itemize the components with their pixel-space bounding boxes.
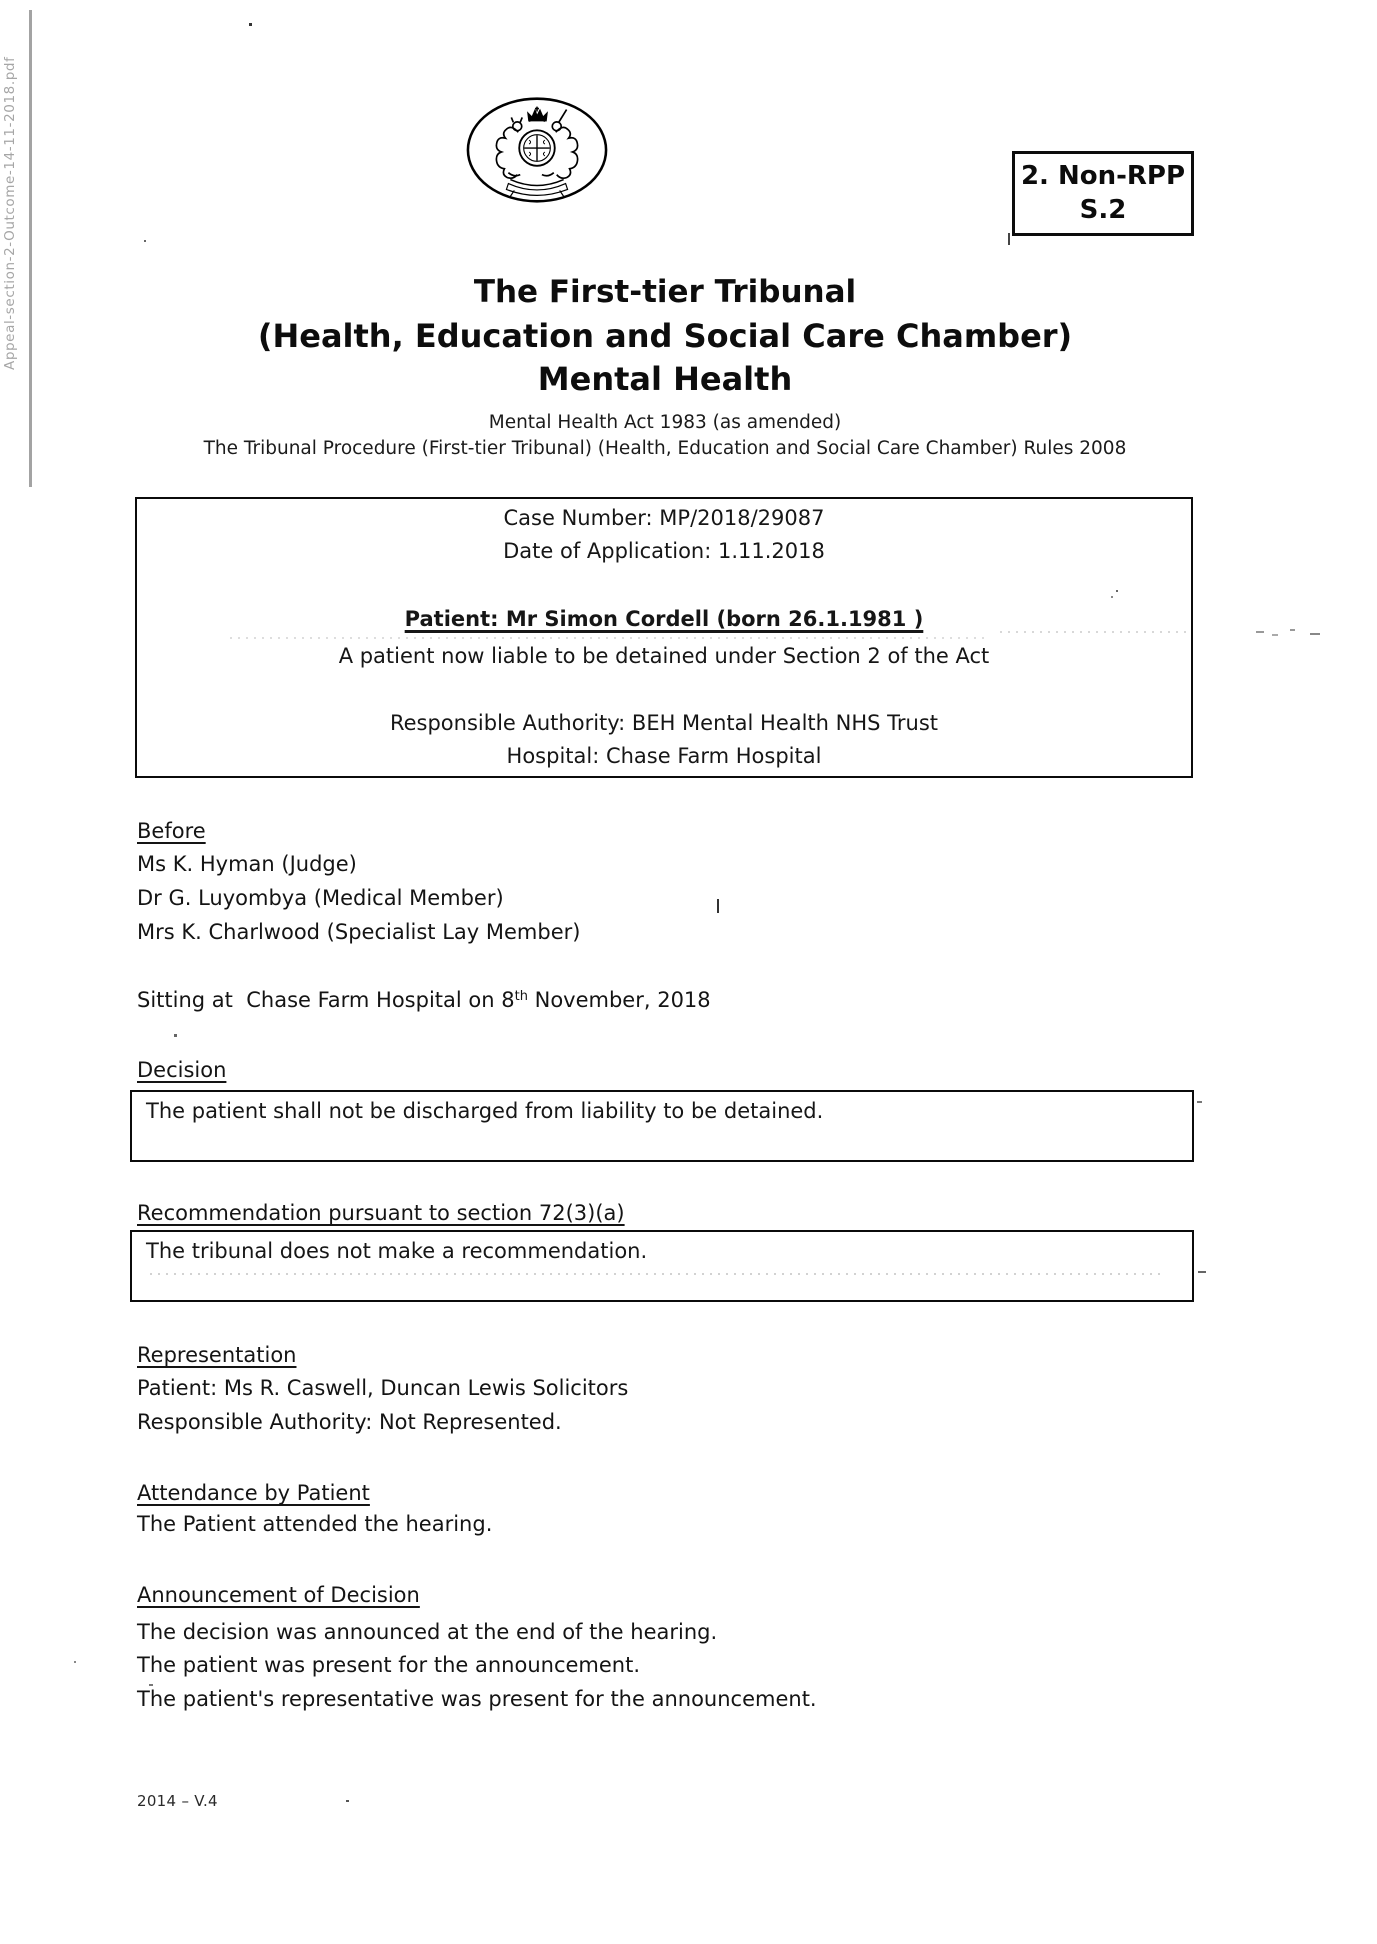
scan-artifact-dot (74, 1661, 76, 1663)
announcement-line-2: The patient was present for the announcement. (137, 1653, 641, 1677)
scan-artifact-dash (1197, 1101, 1202, 1103)
document-title-line3: Mental Health (537, 360, 793, 398)
scan-artifact-dotline (150, 1273, 1160, 1275)
scan-artifact-dot (144, 240, 146, 242)
attendance-text: The Patient attended the hearing. (137, 1512, 493, 1536)
before-heading: Before (137, 819, 206, 843)
scan-artifact-dot (1116, 590, 1118, 592)
document-title-line2: (Health, Education and Social Care Chamber) (257, 317, 1073, 355)
representation-authority: Responsible Authority: Not Represented. (137, 1410, 562, 1434)
representation-heading: Representation (137, 1343, 297, 1367)
panel-member-medical: Dr G. Luyombya (Medical Member) (137, 886, 504, 910)
pdf-filename-sidebar: Appeal-section-2-Outcome-14-11-2018.pdf (2, 56, 18, 370)
stamp-line1: 2. Non-RPP (1020, 160, 1186, 191)
attendance-heading: Attendance by Patient (137, 1481, 370, 1505)
decision-text: The patient shall not be discharged from liability to be detained. (146, 1099, 824, 1123)
patient-name: Patient: Mr Simon Cordell (born 26.1.1981 ) (404, 607, 924, 631)
scan-artifact-dash (1310, 633, 1320, 635)
scan-artifact-dot (1111, 596, 1113, 598)
sitting-text-suffix: November, 2018 (527, 988, 711, 1012)
recommendation-text: The tribunal does not make a recommendation. (146, 1239, 648, 1263)
sitting-location-date (137, 988, 711, 1012)
royal-coat-of-arms-icon (463, 94, 611, 206)
scan-artifact-dash (1290, 629, 1295, 631)
scan-artifact-dot (174, 1034, 177, 1037)
hospital-name: Hospital: Chase Farm Hospital (506, 744, 822, 768)
document-title-line1: The First-tier Tribunal (473, 274, 857, 310)
recommendation-heading: Recommendation pursuant to section 72(3)(a) (137, 1201, 625, 1225)
panel-member-lay: Mrs K. Charlwood (Specialist Lay Member) (137, 920, 581, 944)
stamp-line2: S.2 (1079, 194, 1127, 225)
scan-artifact-dash (149, 1684, 153, 1686)
announcement-line-3: The patient's representative was present for the announcement. (137, 1687, 817, 1711)
decision-box (130, 1090, 1194, 1162)
document-subtitle-rules: The Tribunal Procedure (First-tier Tribunal) (Health, Education and Social Care Chamber) Rules 2008 (203, 438, 1127, 459)
section-stamp-box (1012, 151, 1194, 236)
ordinal-superscript: th (514, 989, 528, 1004)
representation-patient: Patient: Ms R. Caswell, Duncan Lewis Solicitors (137, 1376, 629, 1400)
form-version: 2014 – V.4 (137, 1792, 218, 1810)
date-of-application: Date of Application: 1.11.2018 (503, 539, 825, 563)
panel-member-judge: Ms K. Hyman (Judge) (137, 852, 357, 876)
scan-artifact-tick (1008, 233, 1010, 245)
case-number: Case Number: MP/2018/29087 (503, 506, 825, 530)
responsible-authority: Responsible Authority: BEH Mental Health NHS Trust (389, 711, 939, 735)
scan-artifact-dotline (1000, 631, 1190, 633)
recommendation-box (130, 1230, 1194, 1302)
scan-artifact-dot (249, 23, 252, 26)
document-subtitle-act: Mental Health Act 1983 (as amended) (488, 412, 842, 433)
sitting-text-prefix: Sitting at Chase Farm Hospital on 8 (137, 988, 515, 1012)
detention-status: A patient now liable to be detained under Section 2 of the Act (338, 644, 990, 668)
scan-artifact-dash (1272, 634, 1278, 636)
announcement-line-1: The decision was announced at the end of the hearing. (137, 1620, 718, 1644)
scan-artifact-dot (346, 1800, 349, 1802)
scan-artifact-dash (1256, 631, 1264, 633)
scan-artifact-tick (717, 899, 719, 913)
announcement-heading: Announcement of Decision (137, 1583, 420, 1607)
scan-artifact-dash (1198, 1271, 1206, 1273)
decision-heading: Decision (137, 1058, 227, 1082)
scan-artifact-dotline (230, 637, 990, 639)
